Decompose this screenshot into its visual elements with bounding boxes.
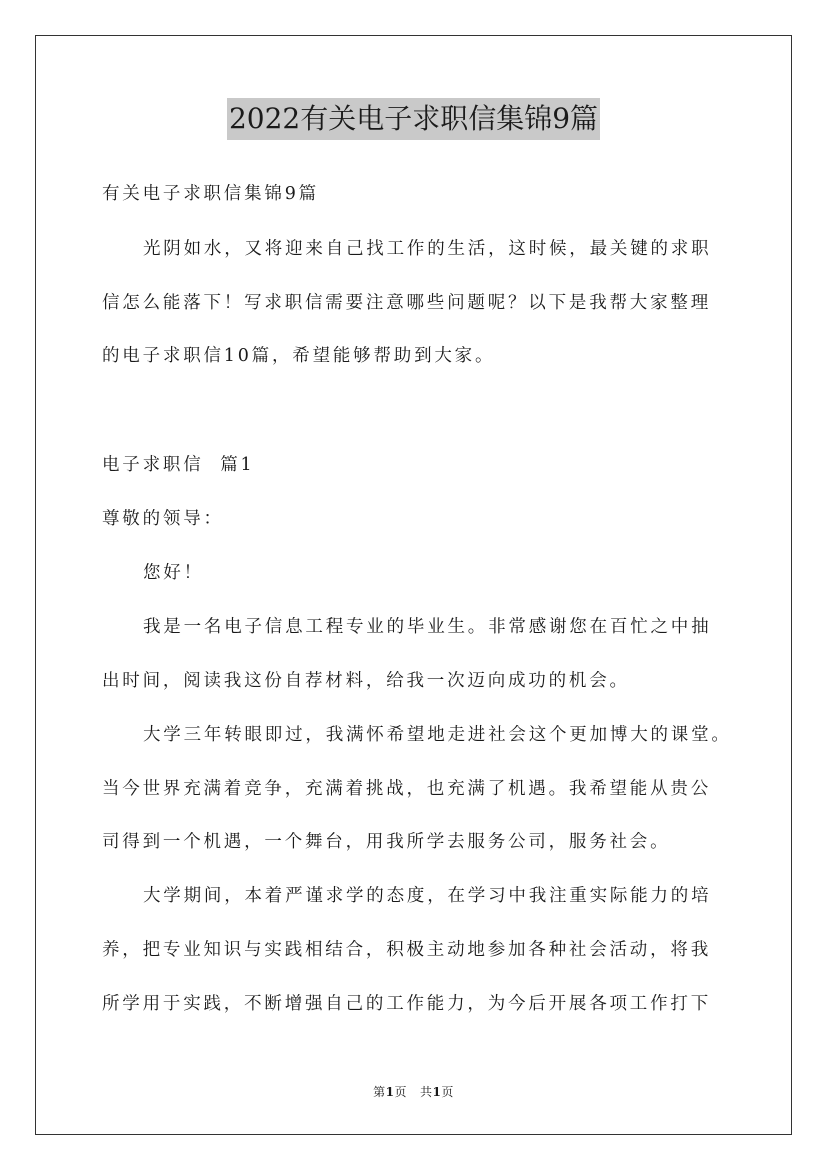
body-line: 司得到一个机遇，一个舞台，用我所学去服务公司，服务社会。	[102, 832, 671, 852]
body-line: 我是一名电子信息工程专业的毕业生。非常感谢您在百忙之中抽	[143, 617, 712, 637]
document-subtitle: 有关电子求职信集锦9篇	[102, 184, 319, 204]
total-label-suffix: 页	[441, 1085, 454, 1099]
body-line: 出时间，阅读我这份自荐材料，给我一次迈向成功的机会。	[102, 671, 630, 691]
title-container	[0, 98, 827, 140]
total-pages: 1	[432, 1085, 442, 1099]
section-heading: 电子求职信 篇1	[102, 455, 255, 475]
salutation: 尊敬的领导：	[102, 509, 224, 529]
page-label-suffix: 页	[394, 1085, 408, 1099]
document-title: 2022有关电子求职信集锦9篇	[227, 98, 600, 140]
page-label-prefix: 第	[373, 1085, 386, 1099]
total-label-prefix: 共	[419, 1085, 433, 1099]
page-number: 1	[385, 1085, 395, 1099]
body-line: 所学用于实践，不断增强自己的工作能力，为今后开展各项工作打下	[102, 994, 711, 1014]
body-line: 大学三年转眼即过，我满怀希望地走进社会这个更加博大的课堂。	[143, 725, 732, 745]
body-line: 当今世界充满着竞争，充满着挑战，也充满了机遇。我希望能从贵公	[102, 779, 711, 799]
greeting: 您好！	[143, 563, 204, 583]
body-line: 养，把专业知识与实践相结合，积极主动地参加各种社会活动，将我	[102, 940, 711, 960]
intro-line: 光阴如水，又将迎来自己找工作的生活，这时候，最关键的求职	[143, 239, 712, 259]
page-footer	[0, 1084, 827, 1100]
intro-line: 信怎么能落下！写求职信需要注意哪些问题呢？以下是我帮大家整理	[102, 293, 711, 313]
intro-line: 的电子求职信10篇，希望能够帮助到大家。	[102, 346, 496, 366]
body-line: 大学期间，本着严谨求学的态度，在学习中我注重实际能力的培	[143, 886, 712, 906]
